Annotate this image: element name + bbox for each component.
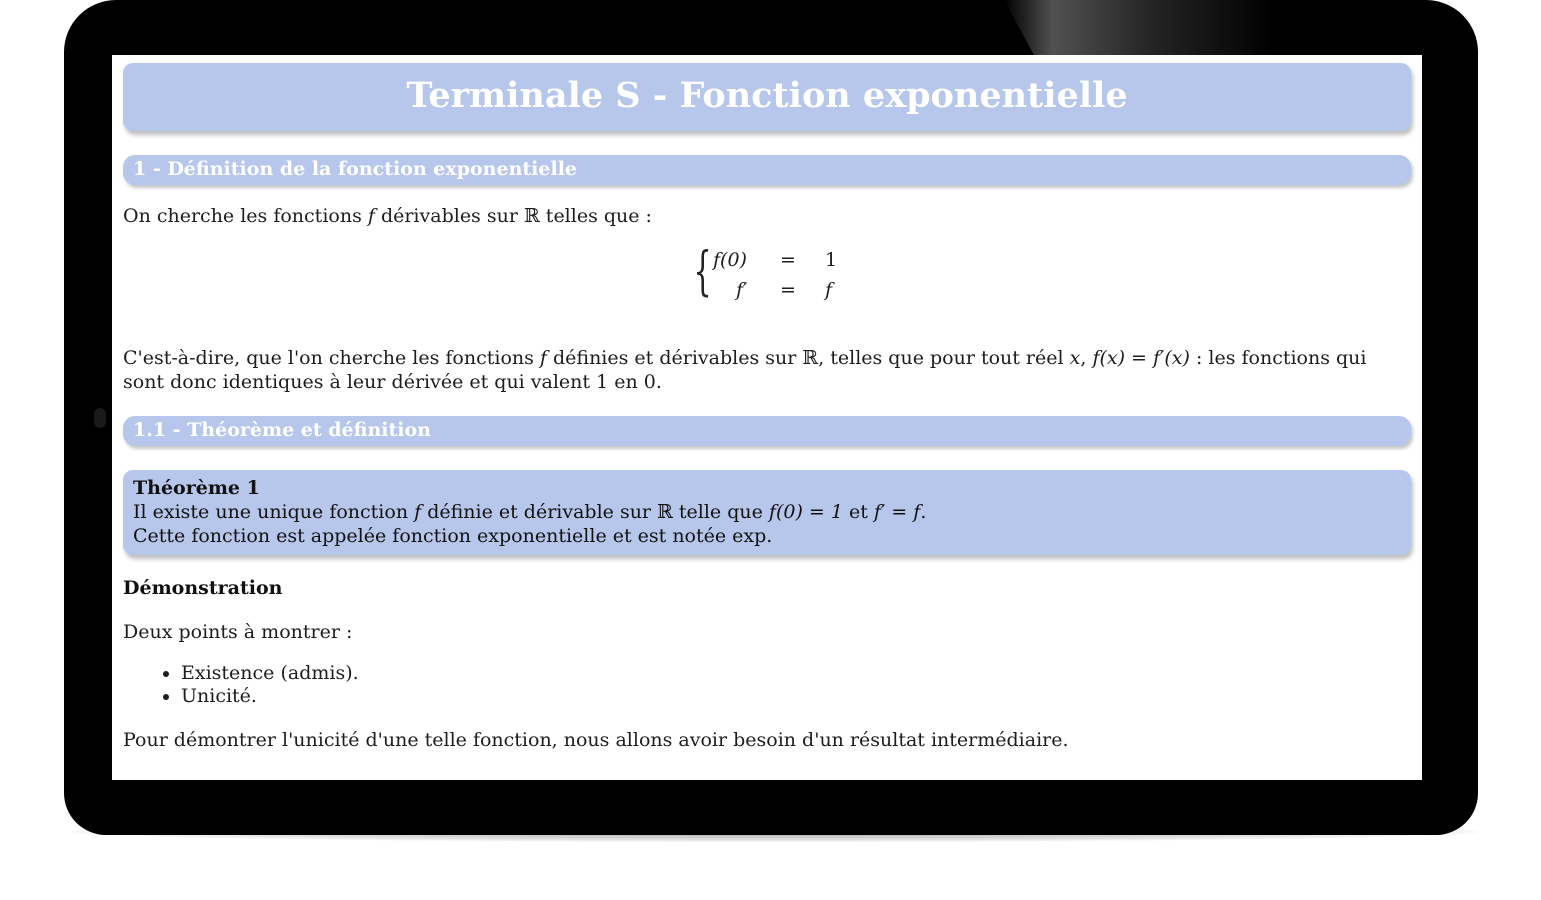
equation-system <box>123 242 1411 306</box>
system-row1-left: f(0) <box>713 249 747 271</box>
list-item: • Existence (admis). <box>181 662 1411 685</box>
list-item: • Unicité. <box>181 685 1411 708</box>
system-row1-right: 1 <box>825 249 838 271</box>
camera-dot <box>94 408 106 428</box>
document-content <box>123 63 1411 752</box>
section-heading-theorem: 1.1 - Théorème et définition <box>123 416 1411 446</box>
tablet-frame <box>64 0 1478 835</box>
section-heading-definition: 1 - Définition de la fonction exponentielle <box>123 155 1411 185</box>
theorem-line-2: Cette fonction est appelée fonction exponentielle et est notée exp. <box>133 525 773 547</box>
theorem-title: Théorème 1 <box>133 477 260 499</box>
explanation-paragraph: C'est-à-dire, que l'on cherche les fonctions f définies et dérivables sur ℝ, telles que pour tout réel x, f(x) = f′(x) : les fonctions qui sont donc identiques à leur dérivée et qui valent 1 en 0. <box>123 347 1367 393</box>
closing-paragraph: Pour démontrer l'unicité d'une telle fonction, nous allons avoir besoin d'un résultat intermédiaire. <box>123 729 1069 751</box>
system-row2-eq: = <box>780 279 796 301</box>
theorem-line-1: Il existe une unique fonction f définie et dérivable sur ℝ telle que f(0) = 1 et f′ = f. <box>133 501 927 523</box>
page-title: Terminale S - Fonction exponentielle <box>123 63 1411 131</box>
theorem-box <box>123 470 1411 555</box>
frame-glare <box>1004 0 1274 55</box>
points-paragraph: Deux points à montrer : <box>123 621 353 643</box>
tablet-screen[interactable] <box>112 55 1422 780</box>
intro-paragraph: On cherche les fonctions f dérivables sur ℝ telles que : <box>123 205 652 227</box>
demonstration-heading: Démonstration <box>123 577 283 599</box>
brace-symbol: { <box>693 242 712 302</box>
system-row2-right: f <box>825 279 833 301</box>
system-row1-eq: = <box>780 249 796 271</box>
points-list <box>123 662 1411 708</box>
system-row2-left: f′ <box>736 279 748 301</box>
